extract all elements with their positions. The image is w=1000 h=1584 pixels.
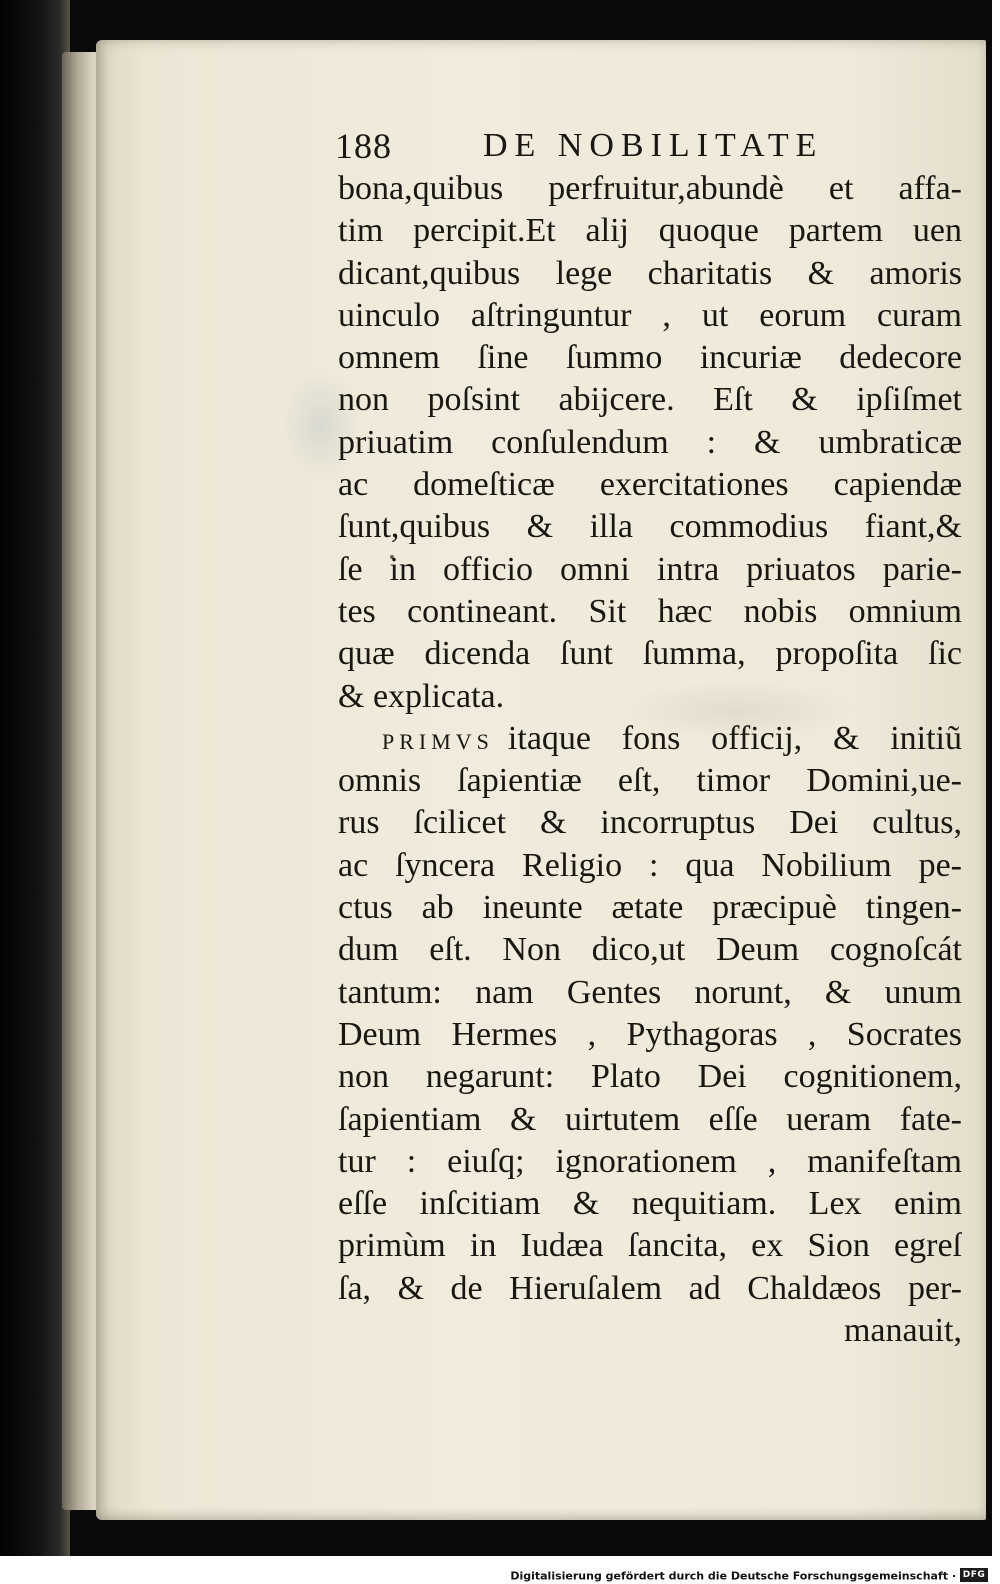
text-line: ſa, & de Hieruſalem ad Chaldæos per- xyxy=(338,1269,962,1307)
text-line: dicant,quibus lege charitatis & amoris xyxy=(338,254,962,292)
text-line: omnis ſapientiæ eſt, timor Domini,ue- xyxy=(338,762,962,800)
catchword: manauit, xyxy=(843,1312,962,1350)
funding-notice: Digitalisierung gefördert durch die Deutsche Forschungsgemeinschaft · xyxy=(510,1569,956,1583)
dfg-logo: DFG xyxy=(960,1568,988,1582)
text-line: non negarunt: Plato Dei cognitionem, xyxy=(338,1058,962,1096)
body-text xyxy=(338,168,962,1352)
text-line: rus ſcilicet & incorruptus Dei cultus, xyxy=(338,804,962,842)
text-line: ctus ab ineunte ætate præcipuè tingen- xyxy=(338,889,962,927)
text-line: priuatim conſulendum : & umbraticæ xyxy=(338,423,962,461)
text-line: tes contineant. Sit hæc nobis omnium xyxy=(338,592,962,630)
paragraph-opening-line xyxy=(338,718,962,760)
text-line: ſapientiam & uirtutem eſſe ueram fate- xyxy=(338,1100,962,1138)
page-header xyxy=(335,126,875,170)
text-line: Deum Hermes , Pythagoras , Socrates xyxy=(338,1015,962,1053)
text-line: ſunt,quibus & illa commodius fiant,& xyxy=(338,508,962,546)
book-binding xyxy=(0,0,70,1556)
text-line: & explicata. xyxy=(338,677,505,715)
text-line: ac ſyncera Religio : qua Nobilium pe- xyxy=(338,846,962,884)
text-line: eſſe inſcitiam & nequitiam. Lex enim xyxy=(338,1185,962,1223)
text-line: omnem ſine ſummo incuriæ dedecore xyxy=(338,339,962,377)
text-line: quæ dicenda ſunt ſumma, propoſita ſic xyxy=(338,635,962,673)
text-line: ſe in officio omni intra priuatos parie- xyxy=(338,550,962,588)
text-line: tantum: nam Gentes norunt, & unum xyxy=(338,973,962,1011)
text-line: tur : eiuſq; ignorationem , manifeſtam xyxy=(338,1142,962,1180)
paragraph-lead-word: PRIMVS xyxy=(382,728,494,754)
running-head: DE NOBILITATE xyxy=(483,127,824,164)
text-line: uinculo aſtringuntur , ut eorum curam xyxy=(338,296,962,334)
paragraph-opening-text: itaque fons officij, & initiũ xyxy=(507,719,962,757)
text-line: tim percipit.Et alij quoque partem uen xyxy=(338,212,962,250)
text-line: primùm in Iudæa ſancita, ex Sion egreſ xyxy=(338,1227,962,1265)
text-line: bona,quibus perfruitur,abundè et affa- xyxy=(338,170,962,207)
page-number: 188 xyxy=(335,126,392,166)
text-line: non poſsint abijcere. Eſt & ipſiſmet xyxy=(338,381,962,419)
text-line: ac domeſticæ exercitationes capiendæ xyxy=(338,466,962,504)
text-line: dum eſt. Non dico,ut Deum cognoſcát xyxy=(338,931,962,969)
